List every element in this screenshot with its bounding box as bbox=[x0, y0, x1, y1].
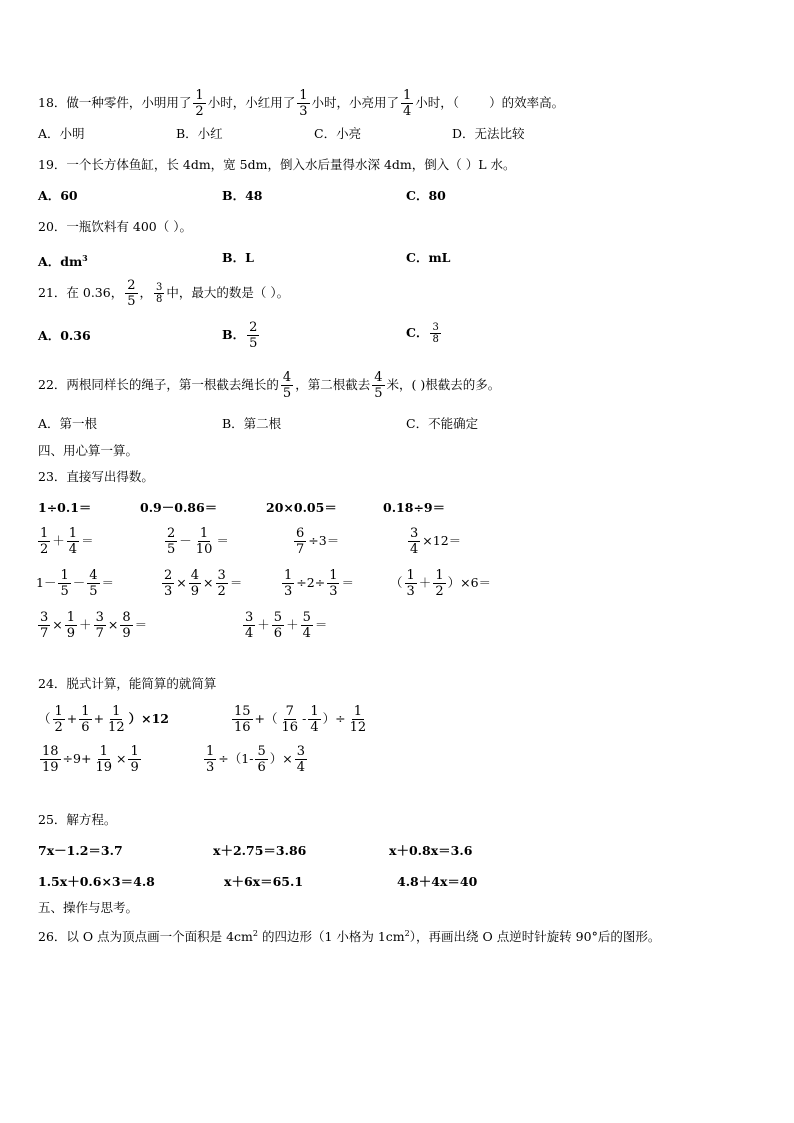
q22-option-a: A．第一根 bbox=[38, 416, 98, 431]
q18-stem: 18．做一种零件，小明用了 $\frac{1}{2}$ 小时，小红用了 $\frac{1}{3}$ 小时，小亮用了 $\frac{1}{4}$ 小时，（ ）的效率高。 bbox=[38, 88, 565, 119]
section-4-title: 四、用心算一算。 bbox=[38, 443, 139, 458]
q25-item: 7x－1.2＝3.7 bbox=[38, 843, 123, 858]
q20-option-a: A．$dm^3$ bbox=[38, 253, 88, 269]
q23-item: $\frac{2}{5}$ － $\frac{1}{10}$ ＝ bbox=[167, 526, 229, 557]
q19-option-b: B．48 bbox=[222, 188, 263, 203]
fraction: $\frac{3}{8}$ bbox=[156, 282, 163, 305]
q23-title: 23．直接写出得数。 bbox=[38, 469, 154, 484]
q23-item: （ $\frac{1}{3}$ ＋ $\frac{1}{2}$ ）×6＝ bbox=[390, 568, 492, 599]
q23-item: 1÷0.1＝ bbox=[38, 500, 92, 515]
q23-item: $\frac{1}{3}$ ÷2÷ $\frac{1}{3}$ ＝ bbox=[284, 568, 354, 599]
q19-stem: 19．一个长方体鱼缸，长 4dm，宽 5dm，倒入水后量得水深 4dm，倒入（ ）L 水。 bbox=[38, 157, 516, 172]
q24-item: $\frac{1}{3}$ ÷（1- $\frac{5}{6}$ ）× $\frac{3}{4}$ bbox=[206, 744, 305, 775]
q23-item: $\frac{3}{4}$ ＋ $\frac{5}{6}$ ＋ $\frac{5}{4}$ ＝ bbox=[245, 610, 328, 641]
q22-stem: 22．两根同样长的绳子，第一根截去绳长的 $\frac{4}{5}$ ，第二根截去 $\frac{4}{5}$ 米，( )根截去的多。 bbox=[38, 370, 501, 401]
q18-option-c: C．小亮 bbox=[314, 126, 362, 141]
q20-stem: 20．一瓶饮料有 400（ ）。 bbox=[38, 219, 192, 234]
q21-option-c: C． $\frac{3}{8}$ bbox=[406, 322, 439, 345]
q23-item: $\frac{2}{3}$ × $\frac{4}{9}$ × $\frac{3}{2}$ ＝ bbox=[164, 568, 243, 599]
fraction: $\frac{4}{5}$ bbox=[374, 370, 383, 401]
q18-option-d: D．无法比较 bbox=[452, 126, 525, 141]
q25-item: 1.5x＋0.6×3＝4.8 bbox=[38, 874, 155, 889]
q21-option-b: B． $\frac{2}{5}$ bbox=[222, 320, 258, 351]
fraction: $\frac{1}{4}$ bbox=[403, 88, 412, 119]
q18-option-b: B．小红 bbox=[176, 126, 223, 141]
q23-item: $\frac{3}{4}$ ×12＝ bbox=[410, 526, 462, 557]
q18-option-a: A．小明 bbox=[38, 126, 85, 141]
q19-option-c: C．80 bbox=[406, 188, 446, 203]
q24-title: 24．脱式计算，能简算的就简算 bbox=[38, 676, 217, 691]
q24-item: $\frac{18}{19}$ ÷9+ $\frac{1}{19}$ × $\frac{1}{9}$ bbox=[42, 744, 139, 775]
q21-stem: 21．在 0.36， $\frac{2}{5}$ ， $\frac{3}{8}$ 中，最大的数是（ ）。 bbox=[38, 278, 290, 309]
q22-option-c: C．不能确定 bbox=[406, 416, 479, 431]
q20-option-b: B．L bbox=[222, 250, 254, 265]
section-5-title: 五、操作与思考。 bbox=[38, 900, 139, 915]
q25-item: x＋6x＝65.1 bbox=[224, 874, 304, 889]
q19-option-a: A．60 bbox=[38, 188, 78, 203]
q23-item: 1－ $\frac{1}{5}$ － $\frac{4}{5}$ ＝ bbox=[36, 568, 115, 599]
q23-item: $\frac{1}{2}$ ＋ $\frac{1}{4}$ ＝ bbox=[40, 526, 94, 557]
q26-stem: 26．以 O 点为顶点画一个面积是 $4cm^2$ 的四边形（1 小格为 $1cm^2$），再画出绕 O 点逆时针旋转 90°后的图形。 bbox=[38, 929, 661, 944]
q25-item: 4.8＋4x＝40 bbox=[397, 874, 478, 889]
fraction: $\frac{4}{5}$ bbox=[282, 370, 292, 401]
q24-item: （ $\frac{1}{2}$ + $\frac{1}{6}$ + $\frac{1}{12}$ ）×12 bbox=[38, 704, 169, 735]
q23-item: $\frac{3}{7}$ × $\frac{1}{9}$ ＋ $\frac{3}{7}$ × $\frac{8}{9}$ ＝ bbox=[40, 610, 148, 641]
fraction: $\frac{2}{5}$ bbox=[249, 320, 258, 351]
fraction: $\frac{1}{3}$ bbox=[299, 88, 308, 119]
fraction: $\frac{3}{8}$ bbox=[432, 322, 439, 345]
q23-item: 20×0.05＝ bbox=[266, 500, 337, 515]
fraction: $\frac{2}{5}$ bbox=[127, 278, 136, 309]
fraction: $\frac{1}{2}$ bbox=[195, 88, 204, 119]
q22-option-b: B．第二根 bbox=[222, 416, 282, 431]
q25-item: x＋2.75＝3.86 bbox=[213, 843, 307, 858]
q23-item: 0.18÷9＝ bbox=[383, 500, 446, 515]
q23-item: $\frac{6}{7}$ ÷3＝ bbox=[296, 526, 340, 557]
q25-item: x＋0.8x＝3.6 bbox=[389, 843, 473, 858]
q24-item: $\frac{15}{16}$ +（ $\frac{7}{16}$ - $\frac{1}{4}$ ）÷ $\frac{1}{12}$ bbox=[234, 704, 367, 735]
q23-item: 0.9－0.86＝ bbox=[140, 500, 218, 515]
q20-option-c: C．mL bbox=[406, 250, 451, 265]
q25-title: 25．解方程。 bbox=[38, 812, 117, 827]
q21-option-a: A．0.36 bbox=[38, 328, 91, 343]
